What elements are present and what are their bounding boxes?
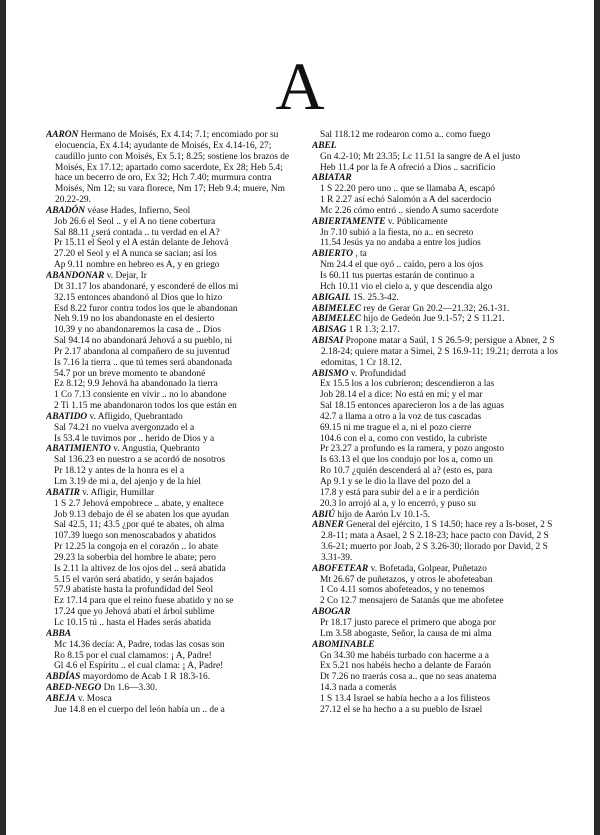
entry-text: 27.20 el Seol y el A nunca se sacian; así los: [54, 249, 217, 260]
dictionary-entry: [312, 141, 562, 152]
entry-text: Heb 11.4 por la fe A ofreció a Dios .. sacrificio: [320, 162, 496, 173]
entry-reference: [46, 618, 296, 629]
section-letter: A: [275, 48, 325, 124]
entry-reference: [312, 130, 562, 141]
entry-text: véase Hades, Infierno, Seol: [85, 205, 191, 216]
entry-reference: [312, 596, 562, 607]
entry-headword: ABATIDO: [46, 411, 88, 422]
entry-text: 20.3 lo arrojó al a, y lo encerró, y puso su: [320, 498, 476, 509]
entry-text: v. Mosca: [75, 693, 112, 704]
entry-headword: ABED-NEGO: [46, 683, 102, 694]
dictionary-entry: [46, 488, 296, 499]
entry-text: 32.15 entonces abandonó al Dios que lo hizo: [54, 292, 223, 303]
entry-reference: [312, 238, 562, 249]
entry-text: Pr 18.12 y antes de la honra es el a: [54, 466, 185, 477]
entry-headword: ABBA: [46, 628, 72, 639]
entry-text: Mt 26.67 de puñetazos, y otros le abofeteaban: [320, 574, 493, 585]
entry-reference: [312, 683, 562, 694]
entry-text: Dt 7.26 no traerás cosa a.. que no seas anatema: [320, 672, 497, 683]
entry-text: Sal 118.12 me rodearon como a.. como fuego: [320, 130, 491, 140]
entry-text: Dn 1.6—3.30.: [101, 683, 158, 694]
entry-text: v. Profundidad: [348, 368, 406, 379]
entry-text: Lm 3.19 de mi a, del ajenjo y de la hiel: [54, 477, 201, 487]
entry-text: Neh 9.19 no los abandonaste en el desierto: [54, 314, 215, 325]
entry-text: Lc 10.15 tú .. hasta el Hades serás abatida: [54, 617, 211, 628]
entry-text: v. Dejar, Ir: [104, 270, 147, 281]
entry-text: Lm 3.58 abogaste, Señor, la causa de mi alma: [320, 628, 492, 639]
entry-reference: [46, 282, 296, 293]
entry-text: Pr 18.17 justo parece el primero que aboga por: [320, 617, 496, 628]
entry-reference: [46, 564, 296, 575]
entry-reference: [46, 217, 296, 228]
entry-text: Ro 8.15 por el cual clamamos: ¡ A, Padre!: [54, 650, 212, 661]
entry-text: 17.24 que yo Jehová abatí el árbol sublime: [54, 607, 215, 618]
dictionary-entry: [46, 683, 296, 694]
entry-reference: [312, 379, 562, 390]
entry-reference: [312, 488, 562, 499]
entry-headword: ABNER: [312, 520, 344, 531]
entry-headword: ABISMO: [312, 368, 349, 379]
entry-text: Sal 88.11 ¿será contada .. tu verdad en el A?: [54, 227, 220, 238]
entry-reference: [312, 661, 562, 672]
entry-text: v. Angustia, Quebranto: [110, 444, 200, 455]
entry-reference: [46, 238, 296, 249]
entry-reference: [46, 607, 296, 618]
entry-reference: [46, 314, 296, 325]
entry-text: 107.39 luego son menoscabados y abatidos: [54, 531, 216, 542]
entry-reference: [46, 336, 296, 347]
entry-text: Job 9.13 debajo de él se abaten los que ayudan: [54, 509, 229, 520]
entry-text: Gn 4.2-10; Mt 23.35; Lc 11.51 la sangre de A el justo: [320, 151, 521, 162]
entry-text: Hch 10.11 vio el cielo a, y que descendía algo: [320, 281, 493, 292]
entry-reference: [312, 163, 562, 174]
entry-reference: [312, 444, 562, 455]
entry-text: Pr 12.25 la congoja en el corazón .. lo abate: [54, 542, 219, 553]
entry-text: 57.9 abatiste hasta la profundidad del Seol: [54, 585, 214, 596]
entry-reference: [312, 282, 562, 293]
entry-reference: [46, 423, 296, 434]
entry-text: Sal 74.21 no vuelva avergonzado el a: [54, 422, 195, 433]
entry-headword: AARÓN: [46, 130, 79, 140]
entry-headword: ABIÚ: [312, 509, 335, 520]
dictionary-entry: [312, 293, 562, 304]
entry-text: 1 S 13.4 Israel se había hecho a a los filisteos: [320, 693, 491, 704]
entry-text: Jn 7.10 subió a la fiesta, no a.. en secreto: [320, 227, 474, 238]
entry-text: Is 63.13 el que los condujo por los a, como un: [320, 455, 493, 466]
entry-text: hijo de Aarón Lv 10.1-5.: [334, 509, 430, 520]
entry-headword: ABATIR: [46, 487, 80, 498]
entry-text: 1S. 25.3-42.: [350, 292, 399, 303]
entry-headword: ABIERTO: [312, 249, 353, 260]
entry-text: Is 53.4 le tuvimos por .. herido de Dios y a: [54, 433, 215, 444]
entry-headword: ABEJA: [46, 693, 76, 704]
dictionary-entry: [312, 564, 562, 575]
entry-reference: [312, 672, 562, 683]
entry-reference: [312, 228, 562, 239]
entry-text: v. Bofetada, Golpear, Puñetazo: [368, 563, 487, 574]
entry-headword: ABEL: [312, 140, 337, 151]
entry-headword: ABIMELEC: [312, 314, 361, 325]
entry-reference: [312, 390, 562, 401]
entry-text: Gn 34.30 me habéis turbado con hacerme a a: [320, 650, 489, 661]
entry-reference: [312, 412, 562, 423]
entry-reference: [46, 466, 296, 477]
entry-reference: [312, 694, 562, 705]
entry-text: 1 R 1.3; 2.17.: [346, 325, 400, 336]
dictionary-entry: [312, 640, 562, 651]
entry-text: Pr 2.17 abandona al compañero de su juventud: [54, 346, 230, 357]
entry-text: , ta: [353, 249, 367, 260]
entry-reference: [46, 379, 296, 390]
entry-reference: [312, 206, 562, 217]
entry-text: Pr 15.11 el Seol y el A están delante de Jehová: [54, 238, 229, 249]
page-edge-right: [594, 0, 600, 835]
entry-headword: ABANDONAR: [46, 270, 105, 281]
dictionary-entry: [46, 694, 296, 705]
entry-reference: [46, 651, 296, 662]
left-column: [46, 130, 296, 827]
entry-reference: [46, 520, 296, 531]
entry-reference: [46, 553, 296, 564]
entry-headword: ABIERTAMENTE: [312, 216, 386, 227]
entry-reference: [46, 585, 296, 596]
entry-reference: [312, 401, 562, 412]
entry-headword: ABDÍAS: [46, 672, 81, 683]
entry-reference: [46, 477, 296, 488]
entry-text: Mc 2.26 cómo entró .. siendo A sumo sacerdote: [320, 205, 499, 216]
entry-reference: [46, 499, 296, 510]
entry-text: 1 S 22.20 pero uno .. que se llamaba A, escapó: [320, 184, 495, 195]
entry-text: Ez 8.12; 9.9 Jehová ha abandonado la tierra: [54, 379, 218, 390]
entry-reference: [46, 260, 296, 271]
entry-text: Mc 14.36 decía: A, Padre, todas las cosas son: [54, 639, 225, 650]
dictionary-entry: [46, 629, 296, 640]
entry-text: v. Públicamente: [385, 216, 448, 227]
entry-text: Propone matar a Saúl, 1 S 26.5-9; persigue a Abner, 2 S 2.18-24; quiere matar a Simei, 2 S 16.9-11; 19.21; derrota a los edomitas, 1 Cr 18.12.: [321, 336, 558, 368]
right-column: [312, 130, 562, 827]
dictionary-entry: [312, 336, 562, 369]
entry-text: Job 26.6 el Seol .. y el A no tiene cobertura: [54, 216, 216, 227]
entry-text: 1 Co 7.13 consiente en vivir .. no lo abandone: [54, 390, 227, 401]
entry-reference: [46, 455, 296, 466]
entry-text: Ez 17.14 para que el reino fuese abatido y no se: [54, 596, 234, 607]
entry-headword: ABISAI: [312, 336, 344, 347]
entry-reference: [312, 575, 562, 586]
dictionary-entry: [312, 304, 562, 315]
entry-text: v. Afligir, Humillar: [79, 487, 155, 498]
entry-reference: [312, 423, 562, 434]
page-edge-left: [0, 0, 6, 835]
entry-reference: [46, 640, 296, 651]
entry-reference: [46, 228, 296, 239]
entry-text: 29.23 la soberbia del hombre le abate; pero: [54, 552, 216, 563]
entry-headword: ABADÓN: [46, 205, 86, 216]
entry-text: Is 2.11 la altivez de los ojos del .. será abatida: [54, 563, 226, 574]
entry-reference: [312, 705, 562, 716]
entry-headword: ABISAG: [312, 325, 347, 336]
dictionary-entry: [312, 217, 562, 228]
entry-text: Hermano de Moisés, Ex 4.14; 7.1; encomiado por su elocuencia, Ex 4.14; ayudante de Moisés, Ex 4.14-16, 27; caudillo junto con Moisés, Ex 5.1; 8.25; sostiene los brazos de Moisés, Ex 17.12; apartado como sacerdote, Ex 28; Heb 5.4; hace un becerro de oro, Ex 32; Hch 7.40; murmura contra Moisés, Nm 12; su vara florece, Nm 17; Heb 9.4; muere, Nm 20.22-29.: [55, 130, 290, 206]
dictionary-entry: [46, 412, 296, 423]
entry-reference: [46, 249, 296, 260]
entry-text: 69.15 ni me trague el a, ni el pozo cierre: [320, 422, 472, 433]
dictionary-entry: [46, 672, 296, 683]
entry-reference: [312, 466, 562, 477]
entry-text: 42.7 a llama a otro a la voz de tus cascadas: [320, 411, 482, 422]
entry-reference: [312, 618, 562, 629]
entry-headword: ABATIMIENTO: [46, 444, 111, 455]
entry-text: Dt 31.17 los abandonaré, y esconderé de ellos mi: [54, 281, 239, 292]
entry-reference: [312, 585, 562, 596]
entry-text: Job 28.14 el a dice: No está en mí; y el mar: [320, 390, 483, 401]
entry-reference: [46, 369, 296, 380]
entry-reference: [312, 499, 562, 510]
entry-text: 17.8 y está para subir del a e ir a perdición: [320, 487, 480, 498]
dictionary-entry: [312, 520, 562, 563]
entry-text: Esd 8.22 furor contra todos los que le abandonan: [54, 303, 238, 314]
dictionary-entry: [46, 206, 296, 217]
dictionary-entry: [46, 444, 296, 455]
entry-text: 10.39 y no abandonaremos la casa de .. Dios: [54, 325, 221, 336]
dictionary-entry: [312, 249, 562, 260]
entry-text: Ex 5.21 nos habéis hecho a delante de Faraón: [320, 661, 492, 672]
dictionary-entry: [46, 271, 296, 282]
entry-reference: [46, 390, 296, 401]
entry-headword: ABOGAR: [312, 607, 351, 618]
entry-text: 5.15 el varón será abatido, y serán bajados: [54, 574, 214, 585]
entry-reference: [46, 542, 296, 553]
entry-text: Gl 4.6 el Espíritu .. el cual clama: ¡ A, Padre!: [54, 661, 224, 672]
entry-reference: [46, 596, 296, 607]
entry-reference: [46, 510, 296, 521]
entry-reference: [312, 195, 562, 206]
entry-reference: [312, 629, 562, 640]
entry-headword: ABIMELEC: [312, 303, 361, 314]
entry-text: 1 R 2.27 así echó Salomón a A del sacerdocio: [320, 195, 492, 206]
entry-text: 104.6 con el a, como con vestido, la cubriste: [320, 433, 487, 444]
entry-text: 14.3 nada a comerás: [320, 683, 397, 694]
entry-text: Pr 23.27 a profundo es la ramera, y pozo angosto: [320, 444, 505, 455]
dictionary-entry: [312, 510, 562, 521]
entry-text: hijo de Gedeón Jue 9.1-57; 2 S 11.21.: [360, 314, 505, 325]
entry-reference: [46, 347, 296, 358]
dictionary-entry: [312, 607, 562, 618]
entry-text: Sal 18.15 entonces aparecieron los a de las aguas: [320, 401, 505, 412]
dictionary-entry: [312, 325, 562, 336]
entry-text: 1 Co 4.11 somos abofeteados, y no tenemos: [320, 585, 485, 596]
entry-text: Is 7.16 la tierra .. que tú temes será abandonada: [54, 357, 233, 368]
entry-reference: [46, 358, 296, 369]
entry-reference: [46, 531, 296, 542]
entry-text: 2 Co 12.7 mensajero de Satanás que me abofetee: [320, 596, 504, 607]
entry-text: mayordomo de Acab 1 R 18.3-16.: [80, 672, 211, 683]
entry-text: Ap 9.1 y se le dio la llave del pozo del a: [320, 477, 471, 487]
entry-text: Sal 136.23 en nuestro a se acordó de nosotros: [54, 455, 226, 466]
entry-text: Nm 24.4 el que oyó .. caído, pero a los ojos: [320, 260, 483, 271]
entry-text: Ex 15.5 los a los cubrieron; descendieron a las: [320, 379, 495, 390]
entry-text: Jue 14.8 en el cuerpo del león había un .. de a: [54, 704, 225, 715]
entry-text: Is 60.11 tus puertas estarán de continuo a: [320, 270, 475, 281]
entry-reference: [46, 304, 296, 315]
entry-reference: [46, 575, 296, 586]
entry-reference: [46, 401, 296, 412]
entry-text: 27.12 el se ha hecho a a su pueblo de Israel: [320, 704, 483, 715]
entry-headword: ABOMINABLE: [312, 639, 375, 650]
entry-text: rey de Gerar Gn 20.2—21.32; 26.1-31.: [360, 303, 510, 314]
entry-reference: [46, 293, 296, 304]
entry-reference: [46, 661, 296, 672]
entry-text: 11.54 Jesús ya no andaba a entre los judíos: [320, 238, 481, 249]
entry-reference: [46, 705, 296, 716]
entry-reference: [312, 152, 562, 163]
dictionary-entry: [312, 173, 562, 184]
entry-reference: [312, 184, 562, 195]
entry-reference: [46, 434, 296, 445]
dictionary-entry: [46, 130, 296, 206]
entry-reference: [312, 434, 562, 445]
entry-headword: ABOFETEAR: [312, 563, 369, 574]
entry-headword: ABIATAR: [312, 173, 352, 184]
entry-text: General del ejército, 1 S 14.50; hace rey a Is-boset, 2 S 2.8-11; mata a Asael, 2 S 2.18-23; hace pacto con David, 2 S 3.6-21; muerto por Joab, 2 S 3.26-30; llorado por David, 2 S 3.31-39.: [321, 520, 553, 563]
entry-headword: ABIGAIL: [312, 292, 351, 303]
entry-text: Ap 9.11 nombre en hebreo es A, y en griego: [54, 260, 220, 271]
entry-text: Ro 10.7 ¿quién descenderá al a? (esto es, para: [320, 466, 493, 477]
entry-reference: [46, 325, 296, 336]
dictionary-columns: [46, 130, 562, 827]
dictionary-entry: [312, 369, 562, 380]
entry-text: 1 S 2.7 Jehová empobrece .. abate, y enaltece: [54, 498, 224, 509]
entry-text: Sal 42.5, 11; 43.5 ¿por qué te abates, oh alma: [54, 520, 225, 531]
entry-reference: [312, 651, 562, 662]
entry-reference: [312, 271, 562, 282]
dictionary-entry: [312, 314, 562, 325]
entry-reference: [312, 260, 562, 271]
entry-reference: [312, 455, 562, 466]
entry-reference: [312, 477, 562, 488]
entry-text: 2 Ti 1.15 me abandonaron todos los que están en: [54, 401, 237, 412]
entry-text: Sal 94.14 no abandonará Jehová a su pueblo, ni: [54, 336, 233, 347]
entry-text: 54.7 por un breve momento te abandoné: [54, 368, 206, 379]
entry-text: v. Afligido, Quebrantado: [87, 411, 183, 422]
